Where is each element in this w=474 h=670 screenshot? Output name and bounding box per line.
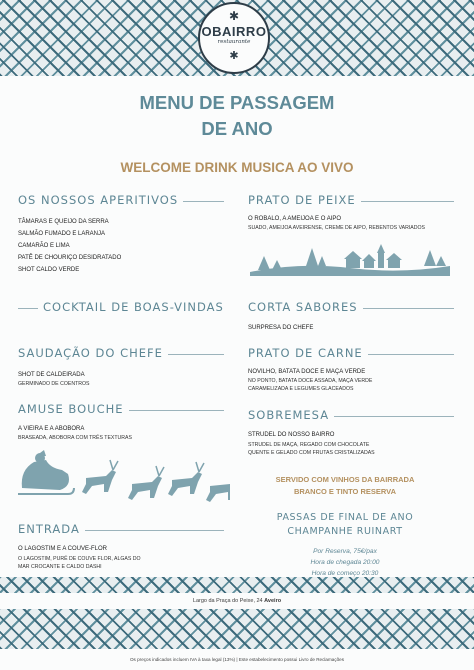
wine-note-line2: BRANCO E TINTO RESERVA [293,487,397,496]
menu-item-description: STRUDEL DE MAÇA, REGADO COM CHOCOLATE [248,442,370,448]
menu-title-line1: MENU DE PASSAGEM [139,92,335,113]
menu-item-description: MAR CROCANTE E CALDO DASHI [18,564,102,570]
passas-line2: CHAMPANHE RUINART [287,526,403,537]
heading-saudacao: SAUDAÇÃO DO CHEFE [18,346,168,360]
menu-item: STRUDEL DO NOSSO BAIRRO [248,432,335,438]
heading-amuse: AMUSE BOUCHE [18,402,129,416]
bottom-pattern-band [0,577,474,649]
menu-item: O ROBALO, A AMEIJOA E O AIPO [248,216,342,222]
start-time: Hora de começo 20:30 [311,570,379,577]
menu-item: CAMARÃO E LIMA [18,243,70,249]
heading-carne: PRATO DE CARNE [248,346,368,360]
menu-item: PATÊ DE CHOURIÇO DESIDRATADO [18,255,122,261]
brand-tagline: restaurante [217,39,251,45]
heading-entrada: ENTRADA [18,522,85,536]
wine-note-line1: SERVIDO COM VINHOS DA BAIRRADA [275,475,415,484]
heading-aperitivos: OS NOSSOS APERITIVOS [18,193,183,207]
menu-item: SURPRESA DO CHEFE [248,325,314,331]
menu-item-description: QUENTE E GELADO COM FRUTAS CRISTALIZADAS [248,450,375,456]
heading-corta-sabores: CORTA SABORES [248,300,363,314]
address-city: Aveiro [264,598,282,604]
menu-item-description: CARAMELIZADA E LEGUMES GLACEADOS [248,386,354,392]
legal-notice: Os preços indicados incluem IVA à taxa legal (13%) | Este estabelecimento possui Livro de Reclamações [129,657,345,662]
menu-item: TÂMARAS E QUEIJO DA SERRA [18,219,109,225]
winter-village-illustration [250,242,450,276]
menu-item-description: NO PONTO, BATATA DOCE ASSADA, MAÇA VERDE [248,378,373,384]
passas-line1: PASSAS DE FINAL DE ANO [276,512,414,523]
menu-subtitle: WELCOME DRINK MUSICA AO VIVO [120,160,354,175]
menu-title-line2: DE ANO [201,118,273,139]
menu-item: SALMÃO FUMADO E LARANJA [18,231,106,237]
menu-item-description: O LAGOSTIM, PURÊ DE COUVE FLOR, ALGAS DO [18,556,141,562]
sleigh-reindeer-illustration [16,448,230,506]
price-per-person: Por Reserva, 75€/pax [313,548,377,555]
menu-item-description: GERMINADO DE COENTROS [18,381,90,387]
snowflake-icon: ✱ [228,9,240,23]
menu-item-description: SUADO, AMEIJOA AVEIRENSE, CREME DE AIPO, REBENTOS VARIADOS [248,225,425,231]
brand-name: OBAIRRO [201,24,267,39]
menu-item: SHOT CALDO VERDE [18,267,80,273]
address-text: Largo da Praça do Peixe, 24 [192,598,263,604]
menu-item: O LAGOSTIM E A COUVE-FLOR [18,546,108,552]
snowflake-icon: ✱ [229,50,239,62]
menu-item-description: BRASEADA, ABOBORA COM TRÊS TEXTURAS [18,435,132,441]
arrival-time: Hora de chegada 20:00 [310,559,380,566]
heading-cocktail: COCKTAIL DE BOAS-VINDAS [38,300,229,314]
restaurant-logo [198,2,270,74]
heading-sobremesa: SOBREMESA [248,408,334,422]
heading-peixe: PRATO DE PEIXE [248,193,361,207]
menu-item: SHOT DE CALDEIRADA [18,372,85,378]
menu-item: A VIEIRA E A ABOBORA [18,426,85,432]
address-strip [0,593,474,609]
menu-item: NOVILHO, BATATA DOCE E MAÇA VERDE [248,369,366,375]
